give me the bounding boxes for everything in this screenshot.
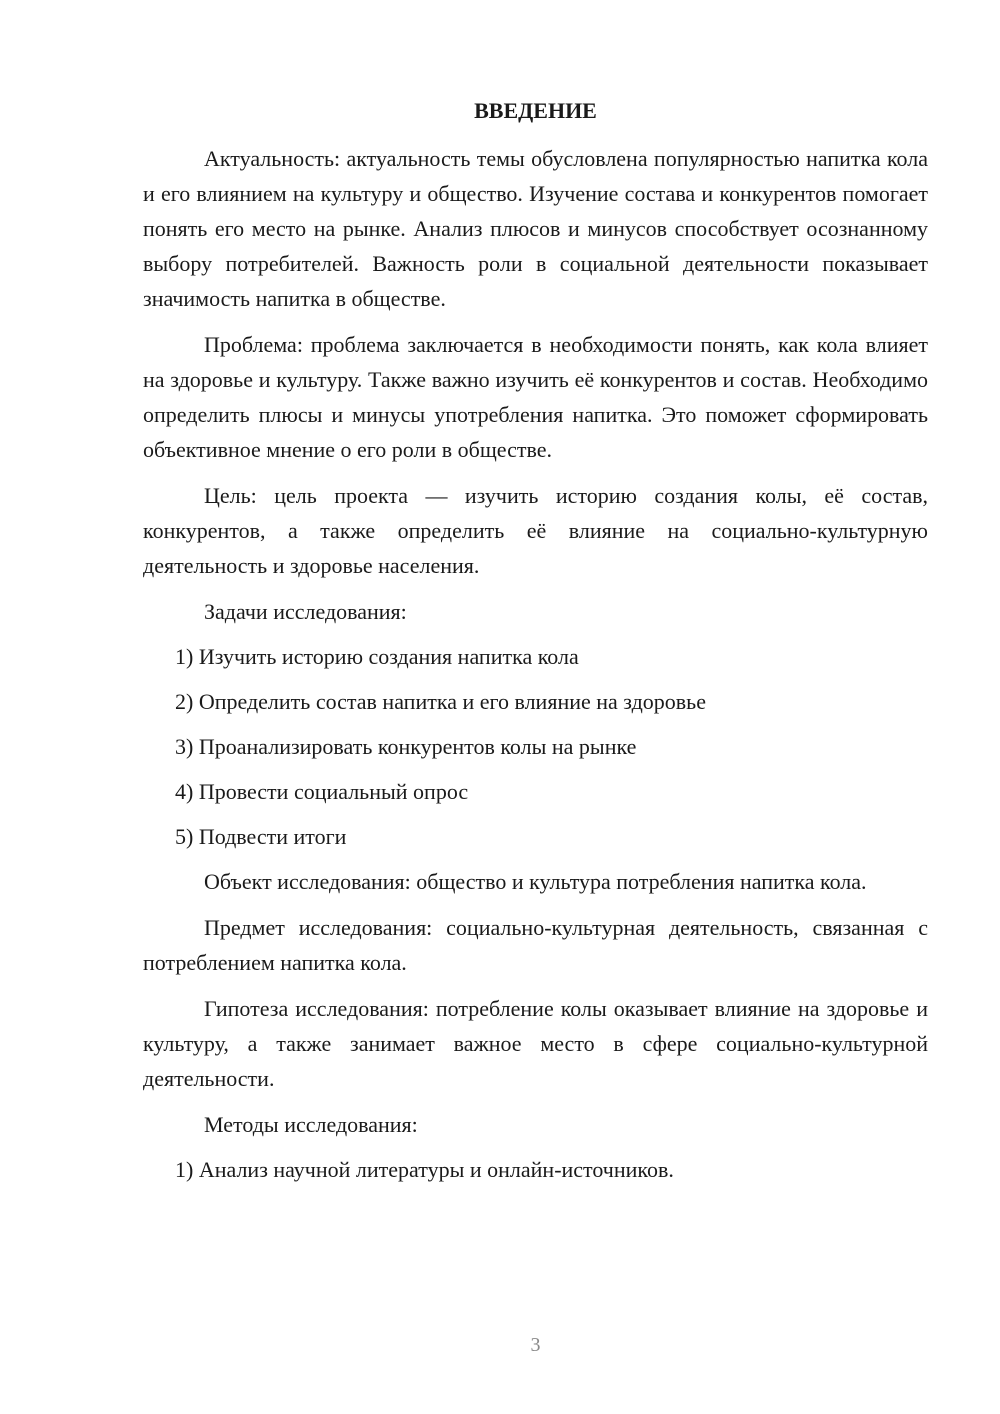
paragraph-hypothesis: Гипотеза исследования: потребление колы оказывает влияние на здоровье и культуру, а также занимает важное место в сфере социально-культурной деятельности.	[143, 996, 928, 1091]
paragraph-goal: Цель: цель проекта — изучить историю создания колы, её состав, конкурентов, а также определить её влияние на социально-культурную деятельность и здоровье населения.	[143, 483, 928, 578]
document-body	[143, 141, 928, 1197]
paragraph-problem: Проблема: проблема заключается в необходимости понять, как кола влияет на здоровье и культуру. Также важно изучить её конкурентов и состав. Необходимо определить плюсы и минусы употребления напитка. Это поможет сформировать объективное мнение о его роли в обществе.	[143, 332, 928, 462]
tasks-list	[143, 639, 928, 854]
paragraph-relevance: Актуальность: актуальность темы обусловлена популярностью напитка кола и его влиянием на культуру и общество. Изучение состава и конкурентов помогает понять его место на рынке. Анализ плюсов и минусов способствует осознанному выбору потребителей. Важность роли в социальной деятельности показывает значимость напитка в обществе.	[143, 146, 928, 311]
list-item: 4) Провести социальный опрос	[175, 779, 469, 804]
section-title: ВВЕДЕНИЕ	[474, 98, 597, 123]
list-item: 5) Подвести итоги	[175, 824, 347, 849]
list-item: 3) Проанализировать конкурентов колы на рынке	[175, 734, 637, 759]
page-number: 3	[530, 1334, 541, 1356]
list-item: 2) Определить состав напитка и его влияние на здоровье	[175, 689, 706, 714]
document-page	[143, 0, 928, 1414]
methods-heading: Методы исследования:	[204, 1112, 418, 1137]
tasks-heading: Задачи исследования:	[204, 599, 407, 624]
list-item: 1) Анализ научной литературы и онлайн-источников.	[175, 1157, 674, 1182]
paragraph-object: Объект исследования: общество и культура потребления напитка кола.	[204, 869, 867, 894]
list-item: 1) Изучить историю создания напитка кола	[175, 644, 579, 669]
paragraph-subject: Предмет исследования: социально-культурная деятельность, связанная с потреблением напитка кола.	[143, 915, 928, 975]
methods-list	[143, 1152, 928, 1187]
